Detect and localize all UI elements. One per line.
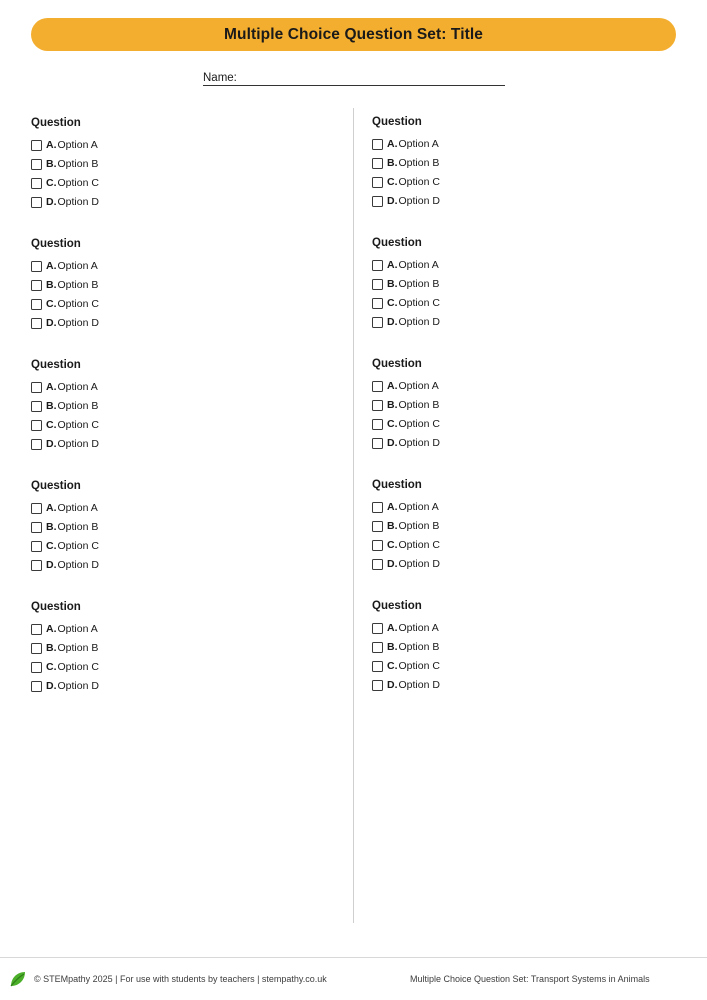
option-letter: A. [46, 502, 57, 514]
option-row[interactable] [372, 659, 692, 673]
option-letter: C. [387, 176, 398, 188]
option-row[interactable] [31, 399, 351, 413]
option-letter: D. [387, 195, 398, 207]
option-letter: A. [387, 622, 398, 634]
option-row[interactable] [31, 297, 351, 311]
option-letter: B. [46, 521, 57, 533]
option-text: Option A [57, 139, 98, 151]
option-checkbox[interactable] [31, 624, 42, 635]
option-checkbox[interactable] [372, 158, 383, 169]
option-row[interactable] [31, 138, 351, 152]
option-letter: D. [46, 438, 57, 450]
option-text: Option A [398, 259, 439, 271]
option-checkbox[interactable] [372, 196, 383, 207]
question-heading: Question [31, 117, 81, 129]
option-checkbox[interactable] [372, 317, 383, 328]
option-letter: D. [46, 559, 57, 571]
option-letter: B. [387, 520, 398, 532]
option-checkbox[interactable] [372, 438, 383, 449]
option-letter: A. [387, 259, 398, 271]
option-checkbox[interactable] [31, 401, 42, 412]
question-block [372, 237, 692, 334]
option-letter: D. [46, 196, 57, 208]
option-checkbox[interactable] [31, 522, 42, 533]
option-text: Option A [57, 260, 98, 272]
option-checkbox[interactable] [372, 623, 383, 634]
option-row[interactable] [372, 258, 692, 272]
option-row[interactable] [31, 176, 351, 190]
option-row[interactable] [31, 316, 351, 330]
option-checkbox[interactable] [372, 680, 383, 691]
option-text: Option C [57, 298, 99, 310]
name-label: Name: [203, 72, 237, 84]
option-text: Option A [57, 623, 98, 635]
leaf-icon [8, 969, 28, 989]
option-checkbox[interactable] [31, 318, 42, 329]
option-checkbox[interactable] [372, 177, 383, 188]
option-text: Option B [57, 521, 99, 533]
option-letter: A. [46, 623, 57, 635]
option-row[interactable] [31, 520, 351, 534]
option-checkbox[interactable] [31, 560, 42, 571]
option-text: Option D [398, 558, 440, 570]
option-letter: B. [387, 157, 398, 169]
option-row[interactable] [31, 660, 351, 674]
option-row[interactable] [31, 380, 351, 394]
option-row[interactable] [31, 558, 351, 572]
question-heading: Question [372, 116, 422, 128]
option-text: Option A [57, 502, 98, 514]
option-letter: C. [46, 177, 57, 189]
question-heading: Question [31, 480, 81, 492]
option-letter: B. [46, 400, 57, 412]
footer-left-group [8, 969, 327, 989]
question-heading: Question [372, 600, 422, 612]
option-letter: D. [387, 316, 398, 328]
option-row[interactable] [372, 277, 692, 291]
option-text: Option C [398, 176, 440, 188]
option-text: Option A [398, 501, 439, 513]
option-row[interactable] [372, 156, 692, 170]
option-checkbox[interactable] [372, 642, 383, 653]
option-checkbox[interactable] [372, 419, 383, 430]
option-row[interactable] [372, 379, 692, 393]
option-checkbox[interactable] [372, 502, 383, 513]
question-block [372, 600, 692, 697]
option-letter: C. [387, 297, 398, 309]
question-block [31, 480, 351, 577]
option-text: Option A [398, 138, 439, 150]
title-banner [31, 18, 676, 51]
option-row[interactable] [372, 436, 692, 450]
option-text: Option D [398, 679, 440, 691]
questions-area [0, 108, 707, 923]
option-checkbox[interactable] [31, 299, 42, 310]
option-letter: C. [46, 661, 57, 673]
name-field-row[interactable] [203, 68, 505, 86]
option-row[interactable] [372, 315, 692, 329]
option-text: Option C [398, 660, 440, 672]
option-checkbox[interactable] [372, 521, 383, 532]
option-text: Option B [57, 158, 99, 170]
option-letter: B. [387, 399, 398, 411]
option-checkbox[interactable] [31, 439, 42, 450]
option-row[interactable] [372, 398, 692, 412]
option-checkbox[interactable] [31, 197, 42, 208]
question-block [31, 601, 351, 698]
option-text: Option A [57, 381, 98, 393]
option-row[interactable] [31, 259, 351, 273]
option-row[interactable] [31, 679, 351, 693]
option-row[interactable] [31, 278, 351, 292]
option-letter: C. [46, 540, 57, 552]
question-block [31, 238, 351, 335]
option-row[interactable] [31, 418, 351, 432]
footer-credit: © STEMpathy 2025 | For use with students by teachers | stempathy.co.uk [34, 974, 327, 984]
option-row[interactable] [31, 539, 351, 553]
option-checkbox[interactable] [372, 661, 383, 672]
page-title: Multiple Choice Question Set: Title [224, 25, 483, 43]
option-letter: C. [387, 418, 398, 430]
option-checkbox[interactable] [31, 681, 42, 692]
option-checkbox[interactable] [372, 139, 383, 150]
option-text: Option B [398, 641, 440, 653]
option-text: Option D [57, 317, 99, 329]
option-text: Option C [398, 297, 440, 309]
option-checkbox[interactable] [372, 540, 383, 551]
option-checkbox[interactable] [31, 140, 42, 151]
option-text: Option B [398, 520, 440, 532]
option-checkbox[interactable] [31, 280, 42, 291]
option-checkbox[interactable] [31, 662, 42, 673]
column-divider [353, 108, 354, 923]
question-block [31, 359, 351, 456]
option-row[interactable] [31, 157, 351, 171]
option-row[interactable] [372, 500, 692, 514]
option-row[interactable] [372, 175, 692, 189]
option-row[interactable] [372, 137, 692, 151]
option-row[interactable] [372, 519, 692, 533]
question-heading: Question [31, 238, 81, 250]
option-text: Option D [398, 437, 440, 449]
option-letter: B. [46, 158, 57, 170]
option-checkbox[interactable] [372, 559, 383, 570]
option-text: Option D [57, 196, 99, 208]
option-text: Option D [398, 195, 440, 207]
option-row[interactable] [372, 640, 692, 654]
option-checkbox[interactable] [31, 178, 42, 189]
option-text: Option D [57, 438, 99, 450]
question-heading: Question [372, 358, 422, 370]
option-text: Option C [398, 418, 440, 430]
option-text: Option C [398, 539, 440, 551]
option-text: Option B [398, 399, 440, 411]
option-text: Option C [57, 419, 99, 431]
option-row[interactable] [372, 538, 692, 552]
option-letter: C. [46, 298, 57, 310]
option-checkbox[interactable] [372, 400, 383, 411]
option-checkbox[interactable] [372, 298, 383, 309]
option-letter: A. [46, 260, 57, 272]
option-text: Option B [398, 157, 440, 169]
option-row[interactable] [372, 678, 692, 692]
option-checkbox[interactable] [372, 279, 383, 290]
option-checkbox[interactable] [31, 261, 42, 272]
option-text: Option A [398, 380, 439, 392]
page-footer [0, 958, 707, 1000]
option-row[interactable] [372, 621, 692, 635]
option-row[interactable] [372, 194, 692, 208]
option-letter: A. [387, 380, 398, 392]
option-letter: A. [387, 138, 398, 150]
option-letter: D. [46, 680, 57, 692]
option-text: Option B [57, 279, 99, 291]
question-block [372, 116, 692, 213]
option-row[interactable] [372, 296, 692, 310]
option-letter: D. [46, 317, 57, 329]
option-letter: C. [387, 539, 398, 551]
question-heading: Question [372, 237, 422, 249]
option-text: Option C [57, 177, 99, 189]
option-checkbox[interactable] [31, 159, 42, 170]
footer-worksheet-label: Multiple Choice Question Set: Transport Systems in Animals [410, 974, 650, 984]
option-letter: B. [46, 279, 57, 291]
question-block [31, 117, 351, 214]
option-text: Option D [57, 680, 99, 692]
option-checkbox[interactable] [31, 503, 42, 514]
option-row[interactable] [31, 501, 351, 515]
option-text: Option A [398, 622, 439, 634]
option-letter: A. [46, 139, 57, 151]
option-checkbox[interactable] [31, 643, 42, 654]
option-text: Option C [57, 540, 99, 552]
option-row[interactable] [372, 557, 692, 571]
option-row[interactable] [31, 622, 351, 636]
option-text: Option D [398, 316, 440, 328]
option-letter: D. [387, 679, 398, 691]
option-text: Option C [57, 661, 99, 673]
question-block [372, 358, 692, 455]
option-checkbox[interactable] [31, 420, 42, 431]
option-letter: D. [387, 437, 398, 449]
option-letter: B. [387, 641, 398, 653]
option-text: Option B [398, 278, 440, 290]
option-letter: D. [387, 558, 398, 570]
option-text: Option D [57, 559, 99, 571]
option-row[interactable] [31, 437, 351, 451]
question-heading: Question [31, 359, 81, 371]
option-checkbox[interactable] [31, 541, 42, 552]
option-row[interactable] [31, 195, 351, 209]
option-checkbox[interactable] [372, 381, 383, 392]
option-letter: B. [46, 642, 57, 654]
option-letter: C. [46, 419, 57, 431]
option-text: Option B [57, 642, 99, 654]
option-checkbox[interactable] [372, 260, 383, 271]
option-row[interactable] [31, 641, 351, 655]
question-heading: Question [372, 479, 422, 491]
question-heading: Question [31, 601, 81, 613]
option-row[interactable] [372, 417, 692, 431]
option-text: Option B [57, 400, 99, 412]
option-letter: A. [387, 501, 398, 513]
option-letter: C. [387, 660, 398, 672]
question-block [372, 479, 692, 576]
option-checkbox[interactable] [31, 382, 42, 393]
option-letter: B. [387, 278, 398, 290]
option-letter: A. [46, 381, 57, 393]
